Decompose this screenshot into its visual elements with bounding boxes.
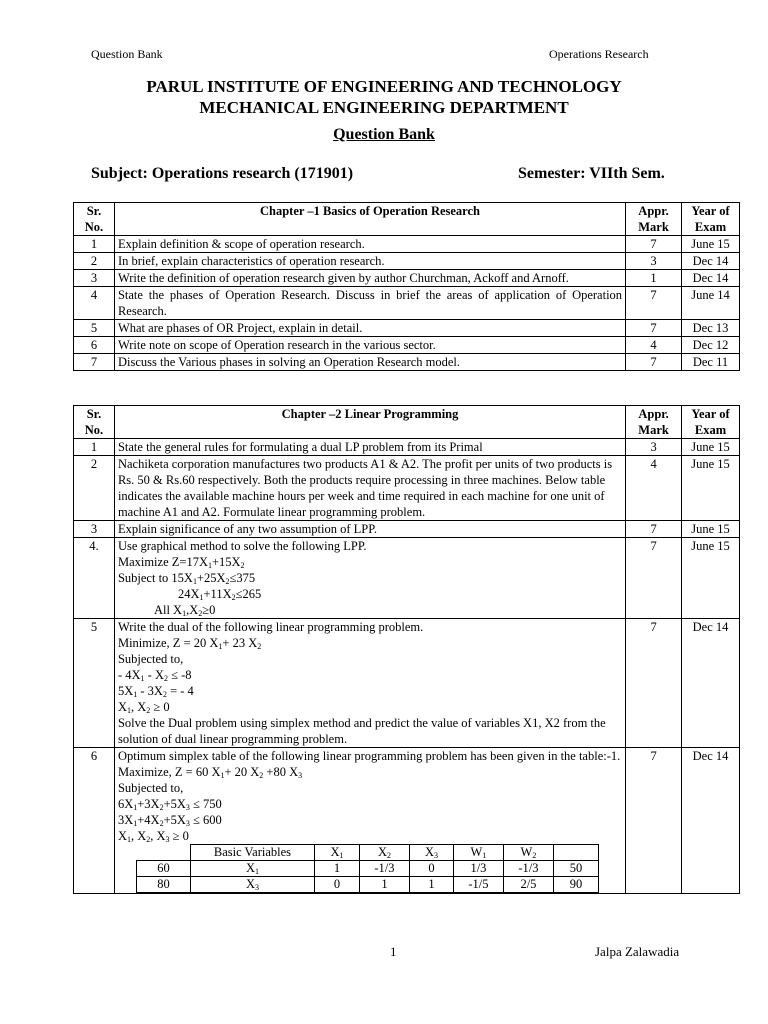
table-header-row: Sr. No. Chapter –1 Basics of Operation Research Appr. Mark Year of Exam — [74, 203, 740, 236]
page-number: 1 — [390, 944, 397, 959]
simplex-header-row: Basic Variables $X_1$ $X_2$ $X_3$ $W_1$ $W_2$ — [136, 845, 598, 861]
department-title: MECHANICAL ENGINEERING DEPARTMENT — [199, 98, 569, 117]
semester: Semester: VIIth Sem. — [518, 165, 665, 182]
chapter1-title: Chapter –1 Basics of Operation Research — [114, 203, 625, 236]
header-left: Question Bank — [91, 47, 163, 61]
col-year: Year of — [691, 204, 730, 218]
table-row: 4. Use graphical method to solve the following LPP. Maximize $Z=17X_1+15X_2$ Subject to $15X_1+25X_2\le 375$ $24X_1+11X_2\le 265$ All $X_1,X_2\ge 0$ 7 June 15 — [74, 538, 740, 619]
subject: Subject: Operations research (171901) — [91, 165, 354, 182]
col-appr: Appr. — [638, 204, 669, 218]
table-row: 1 Explain definition & scope of operation research. 7 June 15 — [74, 236, 740, 253]
simplex-row: 80 $X_3$ 0 1 1 -1/5 2/5 90 — [136, 877, 598, 893]
table-row: 6 Write note on scope of Operation research in the various sector. 4 Dec 12 — [74, 337, 740, 354]
chapter1-table — [73, 202, 740, 371]
author: Jalpa Zalawadia — [595, 944, 680, 959]
table-row: 5 Write the dual of the following linear programming problem. Minimize, Z = 20 $X_1+ 23$ $X_2$ Subjected to, - $4X_1 - X_2 \le -8$ $5X_1 - 3X_2$ = - 4 $X_1$, $X_2 \ge 0$ Solve the Dual problem using simplex method and predict the value of variables X1, X2 from the solution of dual linear programming problem. 7 Dec 14 — [74, 619, 740, 748]
table-header-row: Sr. No. Chapter –2 Linear Programming Appr. Mark Year of Exam — [74, 406, 740, 439]
simplex-table — [136, 844, 599, 893]
col-sr: Sr. — [86, 204, 102, 218]
header-right: Operations Research — [549, 47, 649, 61]
institute-title: PARUL INSTITUTE OF ENGINEERING AND TECHNOLOGY — [146, 77, 622, 96]
table-row: 2 In brief, explain characteristics of operation research. 3 Dec 14 — [74, 253, 740, 270]
table-row: 5 What are phases of OR Project, explain in detail. 7 Dec 13 — [74, 320, 740, 337]
table-row: 6 Optimum simplex table of the following linear programming problem has been given in the table:-1. Maximize, Z = 60 $X_1+ 20$ $X_2 +80$ $X_3$ Subjected to, $6X_1+3X_2+5X_3 \le 750$ $3X_1+4X_2+5X_3 \le 600$ $X_1$, $X_2$, $X_3 \ge 0$ Basic Variables $X_1$ $X_2$ $X_3$ $W_1$ $W_2$ 60 $X_1$ 1 -1/3 0 1/3 -1/3 50 80 $X_3$ 0 1 1 -1/5 2/5 90 7 Dec 14 — [74, 748, 740, 894]
chapter2-title: Chapter –2 Linear Programming — [114, 406, 625, 439]
chapter2-table — [73, 405, 740, 894]
table-row: 3 Write the definition of operation research given by author Churchman, Ackoff and Arnoff. 1 Dec 14 — [74, 270, 740, 287]
table-row: 4 State the phases of Operation Research. Discuss in brief the areas of application of Operation Research. 7 June 14 — [74, 287, 740, 320]
table-row: 7 Discuss the Various phases in solving an Operation Research model. 7 Dec 11 — [74, 354, 740, 371]
simplex-row: 60 $X_1$ 1 -1/3 0 1/3 -1/3 50 — [136, 861, 598, 877]
doc-title: Question Bank — [333, 126, 435, 143]
table-row: 3 Explain significance of any two assumption of LPP. 7 June 15 — [74, 521, 740, 538]
table-row: 1 State the general rules for formulating a dual LP problem from its Primal 3 June 15 — [74, 439, 740, 456]
table-row: 2 Nachiketa corporation manufactures two products A1 & A2. The profit per units of two products is Rs. 50 & Rs.60 respectively. Both the products require processing in three machines. Below table indicates the available machine hours per week and time required in each machine for one unit of machine A1 and A2. Formulate linear programming problem. 4 June 15 — [74, 456, 740, 521]
